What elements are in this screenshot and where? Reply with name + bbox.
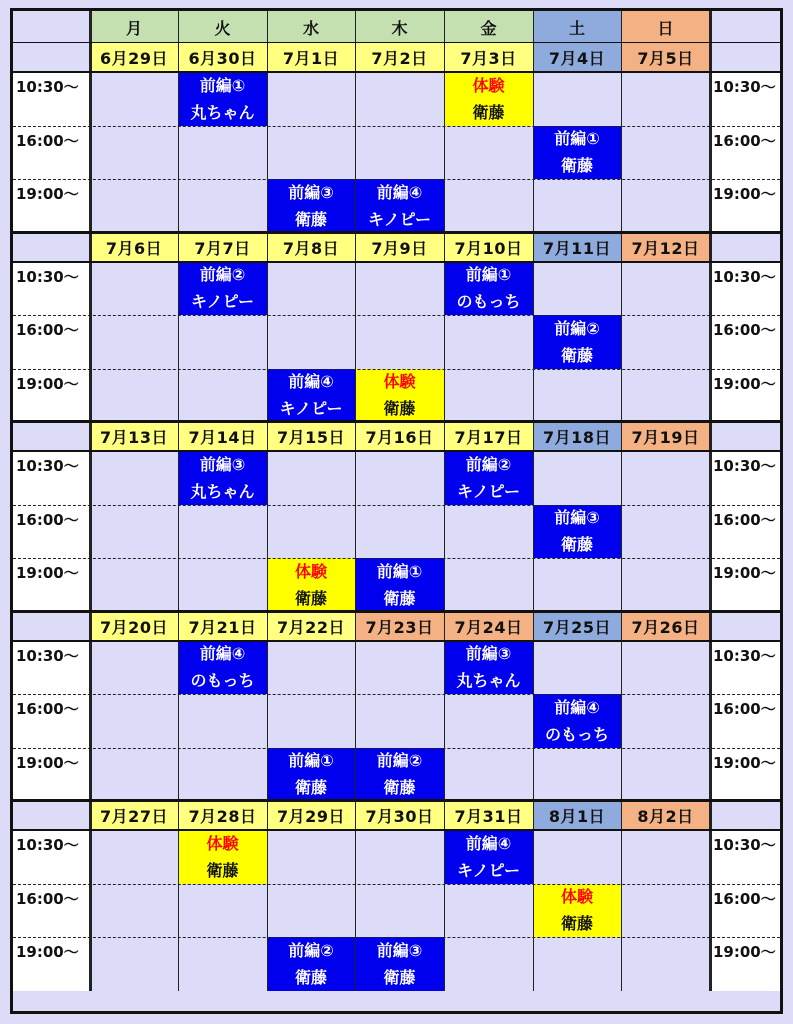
time-label-left: 10:30～ xyxy=(13,451,90,505)
date-cell: 7月26日 xyxy=(621,612,710,641)
date-cell: 7月3日 xyxy=(444,43,533,72)
lesson-title: 前編④ xyxy=(376,182,423,202)
date-cell: 7月25日 xyxy=(533,612,621,641)
date-cell: 7月22日 xyxy=(267,612,355,641)
time-label-right: 16:00～ xyxy=(710,126,780,180)
trial-lesson-block xyxy=(444,72,533,126)
time-label-left: 19:00～ xyxy=(13,558,90,612)
time-label-left: 16:00～ xyxy=(13,694,90,748)
instructor-name: 衛藤 xyxy=(206,860,239,880)
trial-lesson-block xyxy=(267,558,355,612)
slot-divider xyxy=(13,126,780,127)
lesson-block xyxy=(533,694,621,748)
column-divider xyxy=(355,11,356,991)
lesson-block xyxy=(355,558,444,612)
date-cell: 8月2日 xyxy=(621,801,710,830)
lesson-title: 前編① xyxy=(465,265,512,285)
instructor-name: キノピー xyxy=(367,209,432,229)
lesson-block xyxy=(178,641,267,695)
date-cell: 7月6日 xyxy=(90,233,178,262)
date-cell: 7月27日 xyxy=(90,801,178,830)
lesson-block xyxy=(533,315,621,369)
lesson-title: 前編② xyxy=(288,940,334,960)
lesson-block xyxy=(355,748,444,802)
date-cell: 7月23日 xyxy=(355,612,444,641)
time-label-left: 19:00～ xyxy=(13,937,90,991)
time-label-right: 16:00～ xyxy=(710,694,780,748)
slot-divider xyxy=(13,884,780,885)
lesson-block xyxy=(444,830,533,884)
week-divider xyxy=(13,71,780,73)
column-divider xyxy=(621,11,622,991)
column-divider xyxy=(444,11,445,991)
instructor-name: 丸ちゃん xyxy=(456,671,521,691)
instructor-name: 衛藤 xyxy=(383,778,416,798)
lesson-title: 前編④ xyxy=(465,833,512,853)
date-cell: 7月20日 xyxy=(90,612,178,641)
week-divider xyxy=(13,231,780,234)
instructor-name: 衛藤 xyxy=(294,209,327,229)
time-label-right: 10:30～ xyxy=(710,830,780,884)
date-cell: 7月2日 xyxy=(355,43,444,72)
instructor-name: 衛藤 xyxy=(560,914,593,934)
instructor-name: キノピー xyxy=(456,481,521,501)
instructor-name: 衛藤 xyxy=(560,156,593,176)
lesson-title: 体験 xyxy=(472,75,505,95)
instructor-name: のもっち xyxy=(190,671,255,691)
lesson-title: 体験 xyxy=(560,887,593,907)
weekday-header: 水 xyxy=(267,11,355,43)
weekday-header: 火 xyxy=(178,11,267,43)
time-label-right: 16:00～ xyxy=(710,315,780,369)
date-cell: 7月5日 xyxy=(621,43,710,72)
instructor-name: 衛藤 xyxy=(383,967,416,987)
weekday-header: 金 xyxy=(444,11,533,43)
lesson-block xyxy=(533,505,621,559)
date-cell: 7月28日 xyxy=(178,801,267,830)
time-label-right: 16:00～ xyxy=(710,884,780,938)
trial-lesson-block xyxy=(178,830,267,884)
column-divider xyxy=(89,11,92,991)
lesson-title: 体験 xyxy=(383,372,416,392)
week-divider xyxy=(13,610,780,613)
lesson-title: 前編① xyxy=(554,129,600,149)
weekday-header: 木 xyxy=(355,11,444,43)
lesson-title: 前編④ xyxy=(199,644,246,664)
week-divider xyxy=(13,261,780,263)
lesson-title: 前編② xyxy=(376,751,423,771)
date-cell: 7月9日 xyxy=(355,233,444,262)
date-cell: 7月19日 xyxy=(621,422,710,451)
time-label-right: 19:00～ xyxy=(710,179,780,233)
column-divider xyxy=(267,11,268,991)
week-divider xyxy=(13,829,780,831)
date-cell: 7月31日 xyxy=(444,801,533,830)
slot-divider xyxy=(13,694,780,695)
lesson-title: 体験 xyxy=(206,833,239,853)
lesson-title: 体験 xyxy=(294,561,327,581)
instructor-name: 衛藤 xyxy=(383,399,416,419)
lesson-block xyxy=(444,262,533,316)
week-divider xyxy=(13,42,780,43)
time-label-right: 19:00～ xyxy=(710,937,780,991)
instructor-name: 衛藤 xyxy=(560,535,593,555)
time-label-right: 19:00～ xyxy=(710,558,780,612)
lesson-block xyxy=(444,641,533,695)
lesson-title: 前編④ xyxy=(288,372,334,392)
lesson-title: 前編② xyxy=(554,318,600,338)
trial-lesson-block xyxy=(533,884,621,938)
instructor-name: のもっち xyxy=(544,724,609,744)
lesson-title: 前編③ xyxy=(376,940,423,960)
schedule-table xyxy=(10,8,783,1014)
date-cell: 7月14日 xyxy=(178,422,267,451)
date-cell: 6月29日 xyxy=(90,43,178,72)
date-cell: 7月8日 xyxy=(267,233,355,262)
time-label-left: 10:30～ xyxy=(13,72,90,126)
date-cell: 7月10日 xyxy=(444,233,533,262)
slot-divider xyxy=(13,558,780,559)
column-divider xyxy=(709,11,712,991)
time-label-right: 19:00～ xyxy=(710,369,780,423)
lesson-title: 前編④ xyxy=(554,697,600,717)
time-label-left: 16:00～ xyxy=(13,505,90,559)
date-cell: 7月21日 xyxy=(178,612,267,641)
weekday-header: 月 xyxy=(90,11,178,43)
time-label-left: 10:30～ xyxy=(13,262,90,316)
time-label-left: 10:30～ xyxy=(13,830,90,884)
lesson-title: 前編③ xyxy=(288,182,334,202)
instructor-name: 丸ちゃん xyxy=(190,481,255,501)
date-cell: 7月15日 xyxy=(267,422,355,451)
lesson-block xyxy=(267,937,355,991)
lesson-title: 前編① xyxy=(376,561,423,581)
date-cell: 6月30日 xyxy=(178,43,267,72)
date-cell: 7月17日 xyxy=(444,422,533,451)
date-cell: 7月13日 xyxy=(90,422,178,451)
week-divider xyxy=(13,450,780,452)
instructor-name: キノピー xyxy=(279,399,343,419)
lesson-block xyxy=(267,179,355,233)
column-divider xyxy=(533,11,534,991)
slot-divider xyxy=(13,179,780,180)
column-divider xyxy=(178,11,179,991)
date-cell: 7月7日 xyxy=(178,233,267,262)
time-label-right: 16:00～ xyxy=(710,505,780,559)
lesson-title: 前編③ xyxy=(554,508,600,528)
time-label-left: 16:00～ xyxy=(13,315,90,369)
lesson-block xyxy=(355,179,444,233)
lesson-block xyxy=(267,369,355,423)
date-cell: 7月30日 xyxy=(355,801,444,830)
instructor-name: 丸ちゃん xyxy=(190,102,255,122)
lesson-title: 前編③ xyxy=(465,644,512,664)
date-cell: 7月18日 xyxy=(533,422,621,451)
instructor-name: 衛藤 xyxy=(472,102,505,122)
weekday-header: 土 xyxy=(533,11,621,43)
instructor-name: キノピー xyxy=(190,292,255,312)
time-label-left: 19:00～ xyxy=(13,748,90,802)
time-label-right: 10:30～ xyxy=(710,641,780,695)
instructor-name: 衛藤 xyxy=(294,588,327,608)
date-cell: 8月1日 xyxy=(533,801,621,830)
time-label-right: 10:30～ xyxy=(710,72,780,126)
instructor-name: 衛藤 xyxy=(294,967,327,987)
lesson-block xyxy=(355,937,444,991)
time-label-right: 19:00～ xyxy=(710,748,780,802)
lesson-block xyxy=(267,748,355,802)
slot-divider xyxy=(13,748,780,749)
time-label-left: 19:00～ xyxy=(13,369,90,423)
date-cell: 7月11日 xyxy=(533,233,621,262)
slot-divider xyxy=(13,937,780,938)
instructor-name: のもっち xyxy=(456,292,521,312)
time-label-left: 16:00～ xyxy=(13,126,90,180)
time-label-right: 10:30～ xyxy=(710,451,780,505)
instructor-name: 衛藤 xyxy=(383,588,416,608)
date-cell: 7月1日 xyxy=(267,43,355,72)
week-divider xyxy=(13,420,780,423)
date-cell: 7月29日 xyxy=(267,801,355,830)
time-label-right: 10:30～ xyxy=(710,262,780,316)
lesson-title: 前編① xyxy=(288,751,334,771)
week-divider xyxy=(13,799,780,802)
lesson-block xyxy=(533,126,621,180)
slot-divider xyxy=(13,315,780,316)
lesson-title: 前編③ xyxy=(199,454,246,474)
lesson-title: 前編② xyxy=(199,265,246,285)
instructor-name: 衛藤 xyxy=(294,778,327,798)
time-label-left: 19:00～ xyxy=(13,179,90,233)
lesson-block xyxy=(444,451,533,505)
trial-lesson-block xyxy=(355,369,444,423)
date-cell: 7月4日 xyxy=(533,43,621,72)
instructor-name: キノピー xyxy=(456,860,521,880)
time-label-left: 10:30～ xyxy=(13,641,90,695)
slot-divider xyxy=(13,369,780,370)
time-label-left: 16:00～ xyxy=(13,884,90,938)
lesson-title: 前編② xyxy=(465,454,512,474)
date-cell: 7月16日 xyxy=(355,422,444,451)
slot-divider xyxy=(13,505,780,506)
lesson-title: 前編① xyxy=(199,75,246,95)
lesson-block xyxy=(178,451,267,505)
date-cell: 7月24日 xyxy=(444,612,533,641)
instructor-name: 衛藤 xyxy=(560,345,593,365)
lesson-block xyxy=(178,262,267,316)
weekday-header: 日 xyxy=(621,11,710,43)
lesson-block xyxy=(178,72,267,126)
week-divider xyxy=(13,640,780,642)
date-cell: 7月12日 xyxy=(621,233,710,262)
